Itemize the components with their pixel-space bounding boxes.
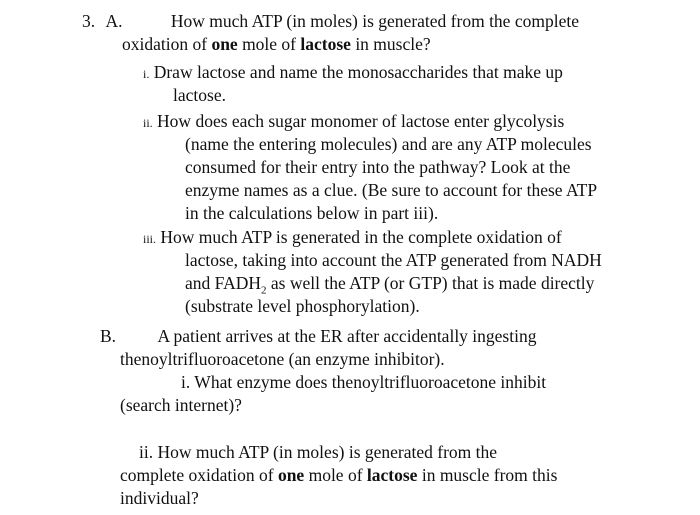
item-a-iii: iii. How much ATP is generated in the complete oxidation of lactose, taking into account the ATP generated from NADH and $FADH_2$ as well the ATP (or GTP) that is made directly (substrate level phosphorylation).	[143, 227, 602, 316]
item-b-i: i. What enzyme does thenoyltrifluoroacetone inhibit	[181, 372, 547, 392]
part-a-line2: oxidation of one mole of lactose in muscle?	[122, 34, 431, 54]
item-numeral: i.	[143, 67, 150, 81]
item-numeral: ii.	[143, 116, 153, 130]
item-b-ii: ii. How much ATP (in moles) is generated from the complete oxidation of one mole of lactose in muscle from this individual?	[120, 442, 558, 508]
question-number: 3.	[82, 11, 96, 31]
part-b-label: B.	[100, 326, 117, 346]
item-a-ii: ii. How does each sugar monomer of lactose enter glycolysis (name the entering molecules) and are any ATP molecules consumed for their entry into the pathway? Look at the enzyme names as a clue. (Be sure to account for these ATP in the calculations below in part iii).	[143, 111, 598, 223]
fadh2-line: and $FADH_2$ as well the ATP (or GTP) that is made directly	[185, 273, 595, 297]
question-3b: B. A patient arrives at the ER after accidentally ingesting thenoyltrifluoroacetone (an enzyme inhibitor). i. What enzyme does thenoyltrifluoroacetone inhibit (search internet)?	[100, 326, 547, 415]
item-numeral: iii.	[143, 232, 157, 246]
part-a-label: A.	[105, 11, 123, 31]
question-3a	[82, 10, 579, 56]
item-b-ii-line2: complete oxidation of one mole of lactose in muscle from this	[120, 465, 558, 485]
item-a-i: i. Draw lactose and name the monosaccharides that make up lactose.	[143, 62, 563, 105]
part-a-line1: How much ATP (in moles) is generated from the complete	[170, 11, 579, 31]
